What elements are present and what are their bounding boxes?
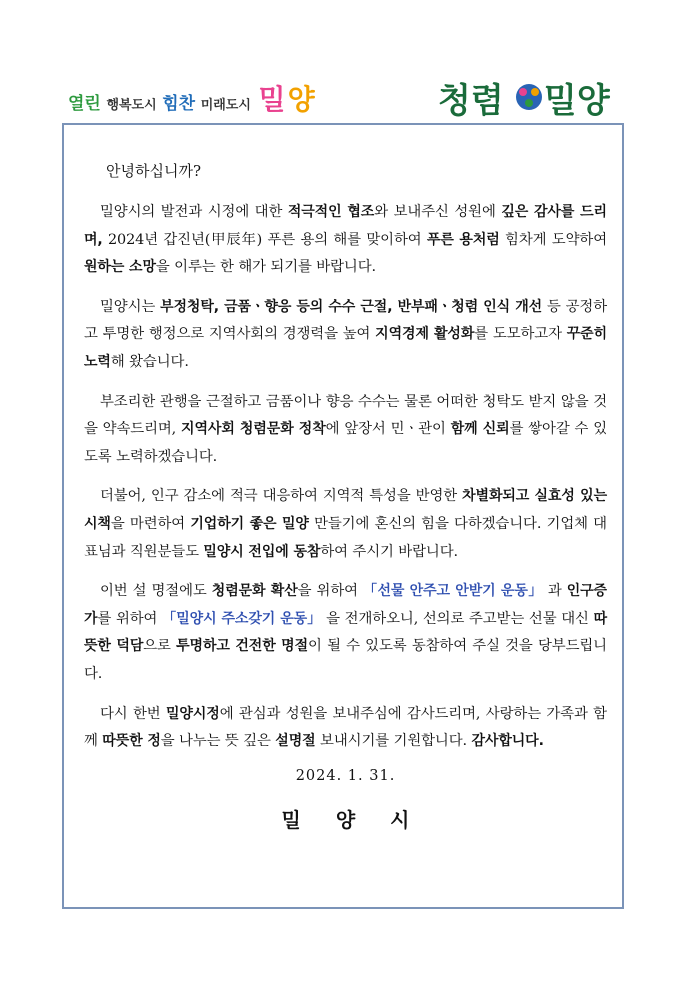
letterhead [0, 0, 700, 125]
emphasis: 깊은 감사를 드리며, [84, 204, 607, 248]
letter-body [84, 159, 607, 833]
text: 밀양시의 발전과 시정에 대한 [100, 204, 288, 220]
paragraph-3 [84, 389, 607, 472]
emphasis: 지역사회 청렴문화 정착 [181, 421, 326, 438]
emphasis: 부정청탁, 금품ㆍ향응 등의 수수 근절, 반부패ㆍ청렴 인식 개선 [160, 298, 543, 315]
emphasis: 적극적인 협조 [287, 204, 375, 220]
emphasis: 따뜻한 정 [102, 733, 161, 750]
emphasis: 꾸준히 노력 [84, 326, 607, 370]
integrity-miryang-logo [438, 70, 620, 122]
text: 을 나누는 뜻 깊은 [160, 733, 276, 750]
svg-text:밀양: 밀양 [544, 81, 610, 121]
emphasis: 푸른 용처럼 [426, 231, 500, 248]
emphasis: 청렴문화 확산 [211, 583, 298, 600]
emphasis: 밀양시 전입에 동참 [203, 543, 321, 560]
text: 등 공정하고 투명한 행정으로 지역사회의 경쟁력을 높여 [84, 298, 608, 343]
emphasis: 원하는 소망 [84, 259, 156, 276]
text: 다시 한번 [100, 705, 166, 722]
emphasis: 함께 신뢰 [450, 421, 510, 438]
slogan-word-future-city: 미래도시 [200, 98, 251, 113]
text: 이 될 수 있도록 동참하여 주실 것을 당부드립니다. [84, 638, 607, 682]
slogan-word-happy-city: 행복도시 [106, 98, 157, 113]
greeting: 안녕하십니까? [106, 162, 201, 180]
emphasis: 투명하고 건전한 명절 [176, 638, 309, 655]
text: 와 보내주신 성원에 [374, 204, 502, 220]
emphasis: 감사합니다. [471, 733, 544, 750]
text: 하여 주시기 바랍니다. [320, 543, 458, 560]
slogan-miryang-yang: 양 [287, 83, 315, 116]
text: 밀양시는 [100, 298, 161, 315]
integrity-logo-graphic [438, 70, 620, 122]
paragraph-4 [84, 483, 607, 566]
emphasis: 차별화되고 실효성 있는 시책 [84, 488, 607, 532]
paragraph-1 [84, 199, 607, 282]
text: 해 왔습니다. [110, 353, 189, 370]
text: 으로 [143, 638, 177, 655]
text: 을 이루는 한 해가 되기를 바랍니다. [155, 259, 376, 276]
text: 를 위하여 [97, 610, 163, 627]
slogan-word-open: 열린 [68, 94, 101, 114]
svg-text:청렴: 청렴 [438, 81, 504, 121]
text: 부조리한 관행을 근절하고 금품이나 향응 수수는 물론 어떠한 청탁도 받지 않을 것을 약속드리며, [84, 393, 607, 438]
text: 보내시기를 기원합니다. [315, 733, 472, 750]
paragraph-5 [84, 578, 607, 688]
emphasis: 인구증가 [84, 583, 607, 627]
text: 에 관심과 성원을 보내주심에 감사드리며, 사랑하는 가족과 함께 [84, 705, 607, 750]
text: 을 마련하여 [110, 515, 191, 532]
paragraph-2 [84, 294, 607, 377]
emphasis: 따뜻한 덕담 [84, 610, 607, 655]
text: 더불어, 인구 감소에 적극 대응하여 지역적 특성을 반영한 [100, 488, 463, 505]
emphasis: 기업하기 좋은 밀양 [190, 515, 309, 532]
emphasis: 지역경제 활성화 [375, 326, 475, 343]
text: 이번 설 명절에도 [100, 583, 212, 600]
text: 를 쌓아갈 수 있도록 노력하겠습니다. [84, 421, 607, 465]
text: 에 앞장서 민ㆍ관이 [325, 421, 451, 438]
text: 을 전개하오니, 선의로 주고받는 선물 대신 [321, 610, 594, 627]
signer: 밀 양 시 [281, 807, 424, 832]
text: 만들기에 혼신의 힘을 다하겠습니다. 기업체 대표님과 직원분들도 [84, 515, 607, 560]
slogan-miryang-mil: 밀 [258, 83, 286, 116]
letter-date: 2024. 1. 31. [295, 767, 396, 784]
text: 을 위하여 [297, 583, 363, 600]
slogan-word-strong: 힘찬 [162, 94, 196, 114]
emphasis: 설명절 [275, 733, 316, 750]
text: 2024년 갑진년(甲辰年) 푸른 용의 해를 맞이하여 [102, 231, 427, 248]
campaign-name-gift: 「선물 안주고 안받기 운동」 [362, 583, 543, 600]
emphasis: 밀양시정 [166, 705, 220, 722]
paragraph-6 [84, 701, 607, 756]
text: 힘차게 도약하여 [499, 231, 607, 248]
text: 과 [542, 583, 567, 600]
city-slogan [68, 78, 315, 118]
campaign-name-address: 「밀양시 주소갖기 운동」 [162, 610, 322, 627]
text: 를 도모하고자 [474, 326, 567, 343]
